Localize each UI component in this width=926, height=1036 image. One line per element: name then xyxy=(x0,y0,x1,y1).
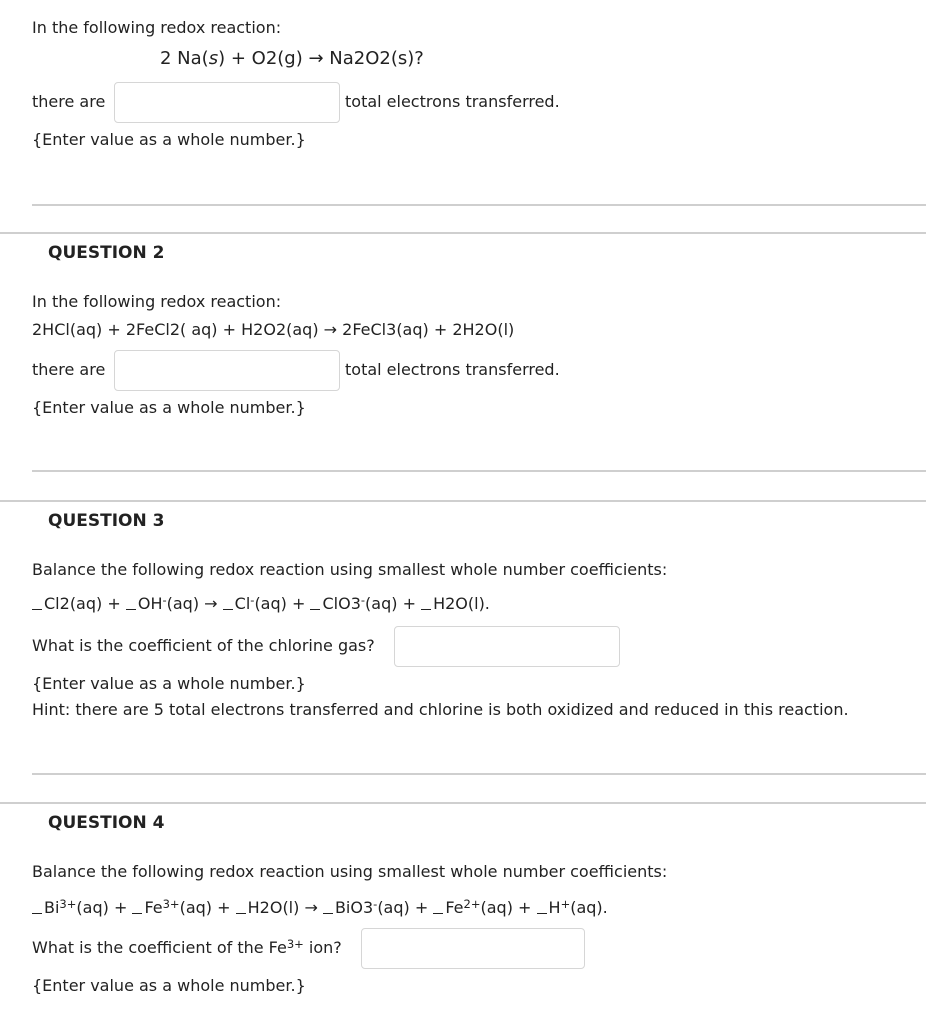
q1-answer-input[interactable] xyxy=(114,82,340,123)
coefficient-blank xyxy=(132,913,142,914)
q4-title: QUESTION 4 xyxy=(48,813,165,833)
q3-separator xyxy=(0,500,926,502)
q2-separator xyxy=(0,232,926,234)
q3-equation: Cl2(aq) + OH-(aq) → Cl-(aq) + ClO3-(aq) + H2O(l). xyxy=(32,596,490,612)
q1-divider xyxy=(32,204,926,206)
coefficient-blank xyxy=(421,609,431,610)
q2-total-label: total electrons transferred. xyxy=(345,360,560,379)
q3-title: QUESTION 3 xyxy=(48,511,165,531)
coefficient-blank xyxy=(323,913,333,914)
q3-prompt: Balance the following redox reaction using smallest whole number coefficients: xyxy=(32,560,668,579)
q1-note: {Enter value as a whole number.} xyxy=(32,130,306,149)
coefficient-blank xyxy=(236,913,246,914)
q2-divider xyxy=(32,470,926,472)
q4-answer-input[interactable] xyxy=(361,928,585,969)
coefficient-blank xyxy=(310,609,320,610)
q4-equation: $Bi^{3+}(aq) + Fe^{3+}(aq) + H2O(l) \to BiO3^-(aq) + Fe^{2+}(aq) + H^+(aq)$. xyxy=(32,900,608,916)
coefficient-blank xyxy=(126,609,136,610)
q4-prompt: Balance the following redox reaction using smallest whole number coefficients: xyxy=(32,862,668,881)
q2-intro: In the following redox reaction: xyxy=(32,292,282,311)
q4-separator xyxy=(0,802,926,804)
q4-question: What is the coefficient of the $Fe^{3+}$ ion? xyxy=(32,936,342,957)
reaction-arrow-icon: → xyxy=(323,320,338,339)
q1-intro: In the following redox reaction: xyxy=(32,18,282,37)
reaction-arrow-icon: → xyxy=(204,594,218,613)
reaction-arrow-icon: → xyxy=(304,898,318,917)
coefficient-blank xyxy=(32,609,42,610)
coefficient-blank xyxy=(433,913,443,914)
q3-answer-input[interactable] xyxy=(394,626,620,667)
coefficient-blank xyxy=(223,609,233,610)
q3-note: {Enter value as a whole number.} xyxy=(32,674,306,693)
q1-there-are-label: there are xyxy=(32,92,106,111)
q1-equation: 2 Na(s) + O2(g) → Na2O2(s)? xyxy=(160,48,424,69)
q2-equation: 2HCl(aq) + 2FeCl2( aq) + H2O2(aq) → 2FeCl3(aq) + 2H2O(l) xyxy=(32,320,515,339)
q2-note: {Enter value as a whole number.} xyxy=(32,398,306,417)
q2-there-are-label: there are xyxy=(32,360,106,379)
coefficient-blank xyxy=(537,913,547,914)
q4-note: {Enter value as a whole number.} xyxy=(32,976,306,995)
q2-answer-input[interactable] xyxy=(114,350,340,391)
q1-total-label: total electrons transferred. xyxy=(345,92,560,111)
q3-hint: Hint: there are 5 total electrons transferred and chlorine is both oxidized and reduced in this reaction. xyxy=(32,700,849,719)
q3-divider xyxy=(32,773,926,775)
coefficient-blank xyxy=(32,913,42,914)
q3-question: What is the coefficient of the chlorine gas? xyxy=(32,636,375,655)
reaction-arrow-icon: → xyxy=(308,48,324,69)
q2-title: QUESTION 2 xyxy=(48,243,165,263)
